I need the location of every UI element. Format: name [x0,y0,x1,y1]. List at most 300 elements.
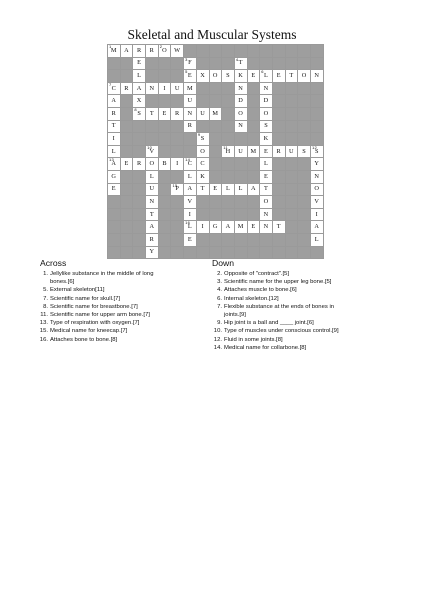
grid-row [108,183,324,196]
grid-block-cell [108,70,121,83]
grid-letter: E [162,109,167,117]
grid-letter-cell [133,57,146,70]
clue-number: 14 [185,157,191,163]
grid-row [108,145,324,158]
grid-block-cell [209,158,222,171]
grid-letter-cell [146,107,159,120]
grid-block-cell [285,246,298,259]
clue-item-text: bones.[6] [50,279,75,286]
grid-letter-cell [222,183,235,196]
grid-block-cell [171,95,184,108]
grid-letter: N [263,84,269,92]
grid-block-cell [108,196,121,209]
grid-letter-cell [298,145,311,158]
grid-letter-cell [196,133,209,146]
clue-item [38,270,208,278]
grid-block-cell [285,82,298,95]
grid-block-cell [298,183,311,196]
grid-block-cell [120,233,133,246]
grid-block-cell [209,95,222,108]
clue-item-text: Fluid in some joints.[8] [224,336,283,343]
grid-letter: V [314,197,320,205]
grid-block-cell [247,233,260,246]
grid-block-cell [311,246,324,259]
grid-letter-cell [234,57,247,70]
grid-letter: A [250,185,256,193]
grid-letter: L [264,71,269,79]
grid-block-cell [184,145,197,158]
grid-letter: N [263,210,269,218]
grid-letter-cell [196,158,209,171]
grid-block-cell [234,233,247,246]
grid-letter-cell [184,196,197,209]
grid-block-cell [196,57,209,70]
grid-block-cell [285,196,298,209]
grid-letter: O [263,109,269,117]
grid-letter-cell [108,158,121,171]
grid-block-cell [247,158,260,171]
grid-block-cell [120,246,133,259]
grid-letter-cell [184,120,197,133]
grid-block-cell [133,170,146,183]
grid-letter-cell [120,158,133,171]
grid-letter-cell [133,82,146,95]
grid-letter-cell [234,107,247,120]
clue-item-text: Scientific name for breastbone.[7] [50,303,138,310]
grid-block-cell [272,233,285,246]
grid-row [108,170,324,183]
grid-row [108,120,324,133]
across-clue-list [38,270,208,344]
grid-block-cell [146,95,159,108]
grid-letter-cell [260,120,273,133]
grid-letter: U [200,109,206,117]
grid-letter-cell [260,70,273,83]
grid-letter-cell [171,183,184,196]
grid-letter: K [263,134,269,142]
grid-block-cell [311,133,324,146]
grid-letter: U [289,147,294,155]
grid-block-cell [184,45,197,58]
grid-block-cell [222,208,235,221]
grid-letter-cell [146,145,159,158]
grid-letter: V [187,197,193,205]
clue-item-text: Scientific name for skull.[7] [50,295,121,302]
grid-block-cell [272,196,285,209]
grid-block-cell [285,183,298,196]
grid-letter: R [136,160,142,168]
grid-block-cell [196,82,209,95]
grid-letter: I [163,84,166,92]
grid-letter: A [111,160,117,168]
grid-letter-cell [247,183,260,196]
grid-letter-cell [171,82,184,95]
clue-item-text: Medical name for kneecap.[7] [50,328,128,335]
grid-letter: O [314,185,320,193]
grid-block-cell [222,233,235,246]
grid-letter: E [264,172,269,180]
grid-block-cell [171,196,184,209]
grid-letter-cell [196,70,209,83]
grid-letter-cell [311,221,324,234]
grid-block-cell [196,120,209,133]
grid-block-cell [108,57,121,70]
grid-block-cell [272,208,285,221]
grid-block-cell [298,221,311,234]
clue-item-text: Opposite of "contract".[5] [224,271,290,277]
clue-item-number: 3. [217,279,222,286]
grid-block-cell [171,120,184,133]
clue-item-text: Attaches muscle to bone.[6] [224,287,297,294]
clue-number: 1 [109,44,112,49]
grid-letter-cell [184,95,197,108]
grid-letter-cell [272,70,285,83]
grid-block-cell [298,133,311,146]
grid-letter-cell [260,82,273,95]
grid-letter: X [136,97,142,105]
grid-letter-cell [108,183,121,196]
grid-letter: L [111,147,116,155]
grid-block-cell [158,221,171,234]
grid-letter: E [111,185,116,193]
grid-letter-cell [146,158,159,171]
clue-item [212,270,392,278]
grid-block-cell [272,158,285,171]
grid-letter: S [314,147,319,155]
grid-letter: M [187,84,193,92]
clue-item [212,319,392,327]
clue-item [212,311,392,319]
grid-block-cell [209,82,222,95]
grid-block-cell [108,246,121,259]
grid-letter: L [149,172,154,180]
grid-letter-cell [184,70,197,83]
grid-block-cell [108,208,121,221]
grid-block-cell [133,221,146,234]
grid-letter-cell [311,233,324,246]
grid-block-cell [247,246,260,259]
clue-item-number: 8. [43,303,48,310]
grid-letter: O [263,197,269,205]
grid-block-cell [120,120,133,133]
grid-letter-cell [298,70,311,83]
grid-letter: U [238,147,244,155]
clue-number: 6 [261,69,264,75]
clue-item-text: External skeleton[11] [50,287,105,294]
clue-item-number: 7. [43,295,48,302]
grid-letter-cell [108,170,121,183]
clue-item [38,311,208,319]
grid-block-cell [234,246,247,259]
crossword-table [107,44,324,259]
grid-block-cell [285,233,298,246]
clue-item-text: Scientific name for the upper leg bone.[5] [224,279,332,286]
grid-letter-cell [171,107,184,120]
grid-row [108,70,324,83]
grid-block-cell [311,82,324,95]
grid-letter-cell [146,208,159,221]
grid-letter: R [175,109,180,117]
grid-letter-cell [272,221,285,234]
grid-block-cell [298,95,311,108]
grid-letter-cell [146,45,159,58]
clue-item-text: Medical name for collarbone.[8] [224,344,307,351]
clue-item-number: 10. [213,328,222,335]
grid-block-cell [133,233,146,246]
grid-letter: P [175,185,180,193]
grid-letter-cell [133,158,146,171]
grid-letter: I [315,210,319,218]
grid-block-cell [158,183,171,196]
clue-item-text: Internal skeleton.[12] [224,295,279,302]
grid-block-cell [247,170,260,183]
grid-letter-cell [108,120,121,133]
grid-letter-cell [234,70,247,83]
grid-letter: O [301,71,307,79]
grid-letter: U [174,84,180,92]
grid-block-cell [171,170,184,183]
grid-row [108,82,324,95]
grid-letter-cell [158,107,171,120]
grid-letter: E [187,235,193,243]
grid-block-cell [260,233,273,246]
clue-item-number: 15. [39,328,48,335]
grid-letter-cell [311,70,324,83]
grid-block-cell [298,120,311,133]
clue-number: 13 [109,157,115,163]
grid-row [108,208,324,221]
clue-item [212,286,392,294]
grid-block-cell [272,45,285,58]
grid-block-cell [146,133,159,146]
grid-letter-cell [260,145,273,158]
grid-letter-cell [133,107,146,120]
grid-letter: I [188,210,192,218]
grid-block-cell [120,196,133,209]
grid-letter-cell [196,107,209,120]
grid-letter-cell [234,145,247,158]
grid-block-cell [120,57,133,70]
grid-block-cell [222,158,235,171]
grid-letter: I [201,223,204,231]
grid-block-cell [196,246,209,259]
grid-block-cell [298,208,311,221]
grid-letter: A [124,46,129,54]
grid-letter-cell [146,196,159,209]
grid-letter: T [264,185,269,193]
clue-item [38,278,208,286]
grid-letter: G [212,223,218,231]
grid-block-cell [196,95,209,108]
clue-number: 4 [235,57,239,62]
grid-letter-cell [222,145,235,158]
grid-row [108,221,324,234]
clue-item-number: 12. [213,336,222,343]
grid-letter: E [124,160,129,168]
clue-item-number: 7. [217,303,222,310]
grid-row [108,246,324,259]
grid-letter-cell [184,208,197,221]
grid-block-cell [222,57,235,70]
grid-letter: S [137,109,142,117]
down-heading: Down [212,258,234,268]
grid-letter: L [187,223,193,231]
grid-block-cell [311,45,324,58]
grid-block-cell [311,95,324,108]
grid-block-cell [120,145,133,158]
grid-letter: V [149,147,155,155]
grid-block-cell [133,246,146,259]
grid-letter-cell [234,82,247,95]
grid-letter-cell [311,145,324,158]
grid-block-cell [146,120,159,133]
grid-letter-cell [146,183,159,196]
grid-letter-cell [196,221,209,234]
grid-letter-cell [247,221,260,234]
grid-letter: R [111,109,117,117]
grid-block-cell [222,120,235,133]
grid-letter-cell [120,82,133,95]
grid-block-cell [260,57,273,70]
grid-letter: T [149,210,154,218]
grid-letter-cell [108,45,121,58]
grid-block-cell [120,208,133,221]
grid-block-cell [158,208,171,221]
clue-item-text: joints.[9] [224,312,246,319]
grid-letter-cell [184,107,197,120]
grid-letter-cell [247,145,260,158]
grid-letter-cell [184,57,197,70]
grid-block-cell [311,120,324,133]
grid-letter: E [251,223,256,231]
clue-number: 5 [185,69,188,75]
grid-row [108,107,324,120]
grid-block-cell [158,233,171,246]
grid-block-cell [196,196,209,209]
grid-letter-cell [146,221,159,234]
grid-block-cell [158,145,171,158]
grid-block-cell [272,107,285,120]
grid-block-cell [222,246,235,259]
grid-letter: A [225,223,231,231]
grid-letter: E [251,71,256,79]
grid-block-cell [158,57,171,70]
clue-number: 2 [159,44,163,49]
grid-block-cell [146,70,159,83]
grid-letter-cell [260,95,273,108]
clue-item-number: 1. [43,271,48,277]
grid-block-cell [196,233,209,246]
grid-block-cell [133,120,146,133]
grid-letter-cell [158,158,171,171]
grid-block-cell [222,95,235,108]
grid-block-cell [108,221,121,234]
grid-block-cell [247,196,260,209]
grid-block-cell [260,246,273,259]
clue-item [38,286,208,294]
grid-letter-cell [108,107,121,120]
grid-letter: O [238,109,244,117]
grid-block-cell [158,70,171,83]
grid-block-cell [298,170,311,183]
grid-letter: W [174,46,181,54]
clue-item [212,278,392,286]
grid-letter-cell [108,145,121,158]
grid-block-cell [108,233,121,246]
grid-block-cell [247,57,260,70]
grid-letter-cell [260,196,273,209]
grid-block-cell [272,183,285,196]
grid-block-cell [298,82,311,95]
grid-letter: M [110,46,117,54]
grid-letter-cell [158,45,171,58]
grid-block-cell [158,133,171,146]
worksheet-title: Skeletal and Muscular Systems [127,27,297,42]
clue-item-number: 5. [43,287,48,294]
grid-letter: L [225,185,231,193]
grid-block-cell [311,107,324,120]
grid-block-cell [196,208,209,221]
grid-block-cell [158,95,171,108]
grid-block-cell [298,196,311,209]
grid-letter: H [225,147,231,155]
grid-letter: U [149,185,155,193]
grid-letter-cell [120,45,133,58]
grid-letter-cell [260,221,273,234]
grid-letter: N [238,122,244,130]
grid-letter: A [149,223,155,231]
grid-letter: E [276,71,281,79]
grid-row [108,45,324,58]
grid-letter: N [149,197,155,205]
grid-block-cell [272,133,285,146]
grid-letter-cell [311,183,324,196]
grid-letter-cell [234,221,247,234]
grid-letter: R [187,122,193,130]
grid-letter: S [200,134,205,142]
grid-letter-cell [234,120,247,133]
clue-item-number: 11. [40,312,48,319]
grid-block-cell [209,145,222,158]
grid-letter: R [136,46,142,54]
grid-block-cell [298,158,311,171]
grid-block-cell [209,45,222,58]
grid-block-cell [222,133,235,146]
grid-block-cell [184,133,197,146]
clue-number: 7 [109,82,112,87]
grid-block-cell [285,95,298,108]
clue-item [212,295,392,303]
grid-block-cell [285,120,298,133]
grid-letter-cell [171,158,184,171]
grid-letter-cell [146,246,159,259]
grid-letter: L [238,185,243,193]
grid-block-cell [298,57,311,70]
grid-letter: E [264,147,269,155]
grid-block-cell [120,107,133,120]
grid-block-cell [298,107,311,120]
grid-block-cell [158,170,171,183]
clue-item-number: 2. [217,271,222,277]
grid-letter: L [187,172,193,180]
grid-letter-cell [260,158,273,171]
grid-row [108,158,324,171]
grid-letter-cell [222,221,235,234]
clue-item [38,295,208,303]
grid-block-cell [285,133,298,146]
grid-block-cell [133,196,146,209]
grid-letter-cell [260,133,273,146]
